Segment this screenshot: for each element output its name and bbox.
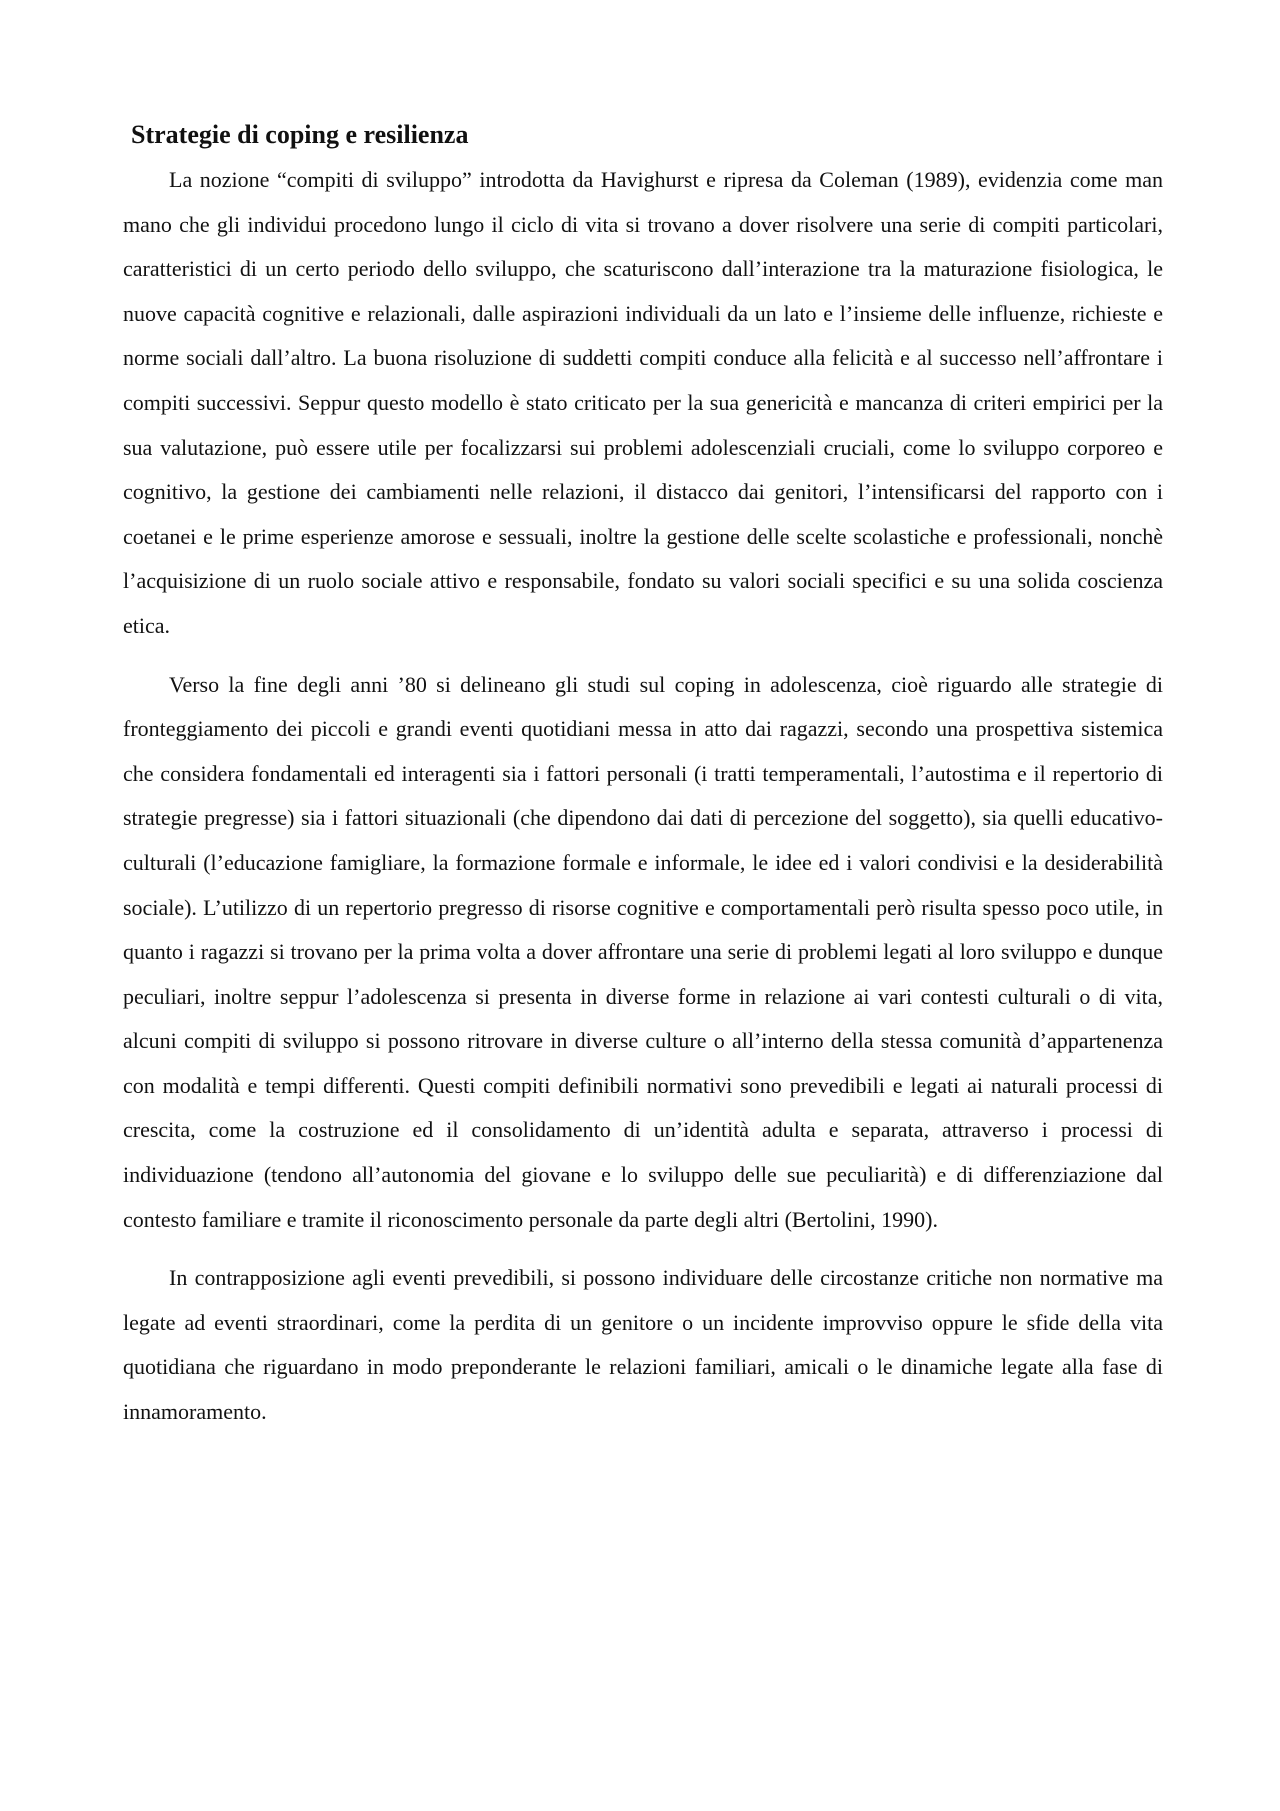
- section-heading: Strategie di coping e resilienza: [131, 120, 469, 149]
- document-page: [123, 118, 1163, 1449]
- paragraph-2: Verso la fine degli anni ’80 si delineano gli studi sul coping in adolescenza, cioè riguardo alle strategie di fronteggiamento dei piccoli e grandi eventi quotidiani messa in atto dai ragazzi, secondo una prospettiva sistemica che considera fondamentali ed interagenti sia i fattori personali (i tratti temperamentali, l’autostima e il repertorio di strategie pregresse) sia i fattori situazionali (che dipendono dai dati di percezione del soggetto), sia quelli educativo-culturali (l’educazione famigliare, la formazione formale e informale, le idee ed i valori condivisi e la desiderabilità sociale). L’utilizzo di un repertorio pregresso di risorse cognitive e comportamentali però risulta spesso poco utile, in quanto i ragazzi si trovano per la prima volta a dover affrontare una serie di problemi legati al loro sviluppo e dunque peculiari, inoltre seppur l’adolescenza si presenta in diverse forme in relazione ai vari contesti culturali o di vita, alcuni compiti di sviluppo si possono ritrovare in diverse culture o all’interno della stessa comunità d’appartenenza con modalità e tempi differenti. Questi compiti definibili normativi sono prevedibili e legati ai naturali processi di crescita, come la costruzione ed il consolidamento di un’identità adulta e separata, attraverso i processi di individuazione (tendono all’autonomia del giovane e lo sviluppo delle sue peculiarità) e di differenziazione dal contesto familiare e tramite il riconoscimento personale da parte degli altri (Bertolini, 1990).: [123, 671, 1163, 1232]
- paragraph-1: La nozione “compiti di sviluppo” introdotta da Havighurst e ripresa da Coleman (1989), evidenzia come man mano che gli individui procedono lungo il ciclo di vita si trovano a dover risolvere una serie di compiti particolari, caratteristici di un certo periodo dello sviluppo, che scaturiscono dall’interazione tra la maturazione fisiologica, le nuove capacità cognitive e relazionali, dalle aspirazioni individuali da un lato e l’insieme delle influenze, richieste e norme sociali dall’altro. La buona risoluzione di suddetti compiti conduce alla felicità e al successo nell’affrontare i compiti successivi. Seppur questo modello è stato criticato per la sua genericità e mancanza di criteri empirici per la sua valutazione, può essere utile per focalizzarsi sui problemi adolescenziali cruciali, come lo sviluppo corporeo e cognitivo, la gestione dei cambiamenti nelle relazioni, il distacco dai genitori, l’intensificarsi del rapporto con i coetanei e le prime esperienze amorose e sessuali, inoltre la gestione delle scelte scolastiche e professionali, nonchè l’acquisizione di un ruolo sociale attivo e responsabile, fondato su valori sociali specifici e su una solida coscienza etica.: [123, 167, 1163, 638]
- paragraph-3: In contrapposizione agli eventi prevedibili, si possono individuare delle circostanze critiche non normative ma legate ad eventi straordinari, come la perdita di un genitore o un incidente improvviso oppure le sfide della vita quotidiana che riguardano in modo preponderante le relazioni familiari, amicali o le dinamiche legate alla fase di innamoramento.: [123, 1265, 1163, 1425]
